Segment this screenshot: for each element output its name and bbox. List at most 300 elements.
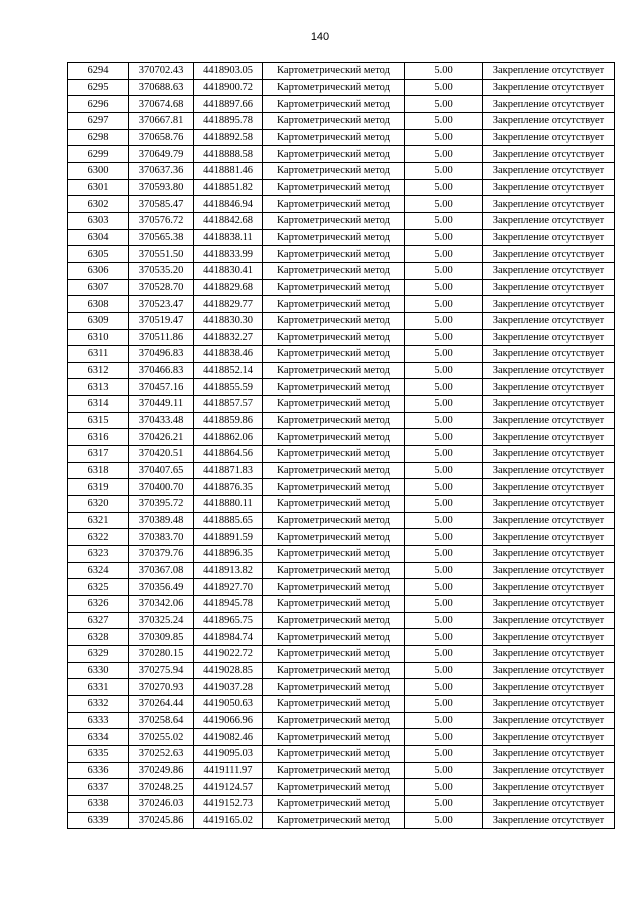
fixation-cell: Закрепление отсутствует xyxy=(483,229,615,246)
table-row xyxy=(68,212,615,229)
fixation-cell: Закрепление отсутствует xyxy=(483,695,615,712)
point-number-cell: 6339 xyxy=(68,812,129,829)
table-row xyxy=(68,412,615,429)
method-cell: Картометрический метод xyxy=(263,396,405,413)
table-row xyxy=(68,79,615,96)
x-coordinate-cell: 370433.48 xyxy=(129,412,194,429)
fixation-cell: Закрепление отсутствует xyxy=(483,745,615,762)
fixation-cell: Закрепление отсутствует xyxy=(483,429,615,446)
table-row xyxy=(68,146,615,163)
point-number-cell: 6336 xyxy=(68,762,129,779)
accuracy-cell: 5.00 xyxy=(405,546,483,563)
table-row xyxy=(68,629,615,646)
point-number-cell: 6327 xyxy=(68,612,129,629)
point-number-cell: 6306 xyxy=(68,262,129,279)
table-row xyxy=(68,662,615,679)
x-coordinate-cell: 370658.76 xyxy=(129,129,194,146)
accuracy-cell: 5.00 xyxy=(405,362,483,379)
fixation-cell: Закрепление отсутствует xyxy=(483,629,615,646)
table-row xyxy=(68,429,615,446)
table-row xyxy=(68,329,615,346)
y-coordinate-cell: 4419165.02 xyxy=(194,812,263,829)
fixation-cell: Закрепление отсутствует xyxy=(483,446,615,463)
point-number-cell: 6309 xyxy=(68,312,129,329)
method-cell: Картометрический метод xyxy=(263,362,405,379)
y-coordinate-cell: 4418881.46 xyxy=(194,162,263,179)
point-number-cell: 6315 xyxy=(68,412,129,429)
table-row xyxy=(68,529,615,546)
method-cell: Картометрический метод xyxy=(263,579,405,596)
accuracy-cell: 5.00 xyxy=(405,662,483,679)
table-row xyxy=(68,712,615,729)
x-coordinate-cell: 370379.76 xyxy=(129,546,194,563)
x-coordinate-cell: 370674.68 xyxy=(129,96,194,113)
table-row xyxy=(68,745,615,762)
table-row xyxy=(68,179,615,196)
fixation-cell: Закрепление отсутствует xyxy=(483,63,615,80)
accuracy-cell: 5.00 xyxy=(405,79,483,96)
x-coordinate-cell: 370389.48 xyxy=(129,512,194,529)
x-coordinate-cell: 370511.86 xyxy=(129,329,194,346)
y-coordinate-cell: 4418891.59 xyxy=(194,529,263,546)
method-cell: Картометрический метод xyxy=(263,529,405,546)
method-cell: Картометрический метод xyxy=(263,596,405,613)
method-cell: Картометрический метод xyxy=(263,479,405,496)
y-coordinate-cell: 4419082.46 xyxy=(194,729,263,746)
accuracy-cell: 5.00 xyxy=(405,246,483,263)
table-row xyxy=(68,812,615,829)
y-coordinate-cell: 4419050.63 xyxy=(194,695,263,712)
point-number-cell: 6299 xyxy=(68,146,129,163)
x-coordinate-cell: 370407.65 xyxy=(129,462,194,479)
table-row xyxy=(68,729,615,746)
y-coordinate-cell: 4418833.99 xyxy=(194,246,263,263)
x-coordinate-cell: 370400.70 xyxy=(129,479,194,496)
accuracy-cell: 5.00 xyxy=(405,146,483,163)
method-cell: Картометрический метод xyxy=(263,729,405,746)
fixation-cell: Закрепление отсутствует xyxy=(483,596,615,613)
method-cell: Картометрический метод xyxy=(263,795,405,812)
method-cell: Картометрический метод xyxy=(263,296,405,313)
table-row xyxy=(68,279,615,296)
x-coordinate-cell: 370275.94 xyxy=(129,662,194,679)
x-coordinate-cell: 370702.43 xyxy=(129,63,194,80)
method-cell: Картометрический метод xyxy=(263,546,405,563)
x-coordinate-cell: 370523.47 xyxy=(129,296,194,313)
method-cell: Картометрический метод xyxy=(263,229,405,246)
point-number-cell: 6300 xyxy=(68,162,129,179)
accuracy-cell: 5.00 xyxy=(405,645,483,662)
point-number-cell: 6311 xyxy=(68,346,129,363)
point-number-cell: 6297 xyxy=(68,112,129,129)
fixation-cell: Закрепление отсутствует xyxy=(483,795,615,812)
method-cell: Картометрический метод xyxy=(263,79,405,96)
x-coordinate-cell: 370249.86 xyxy=(129,762,194,779)
fixation-cell: Закрепление отсутствует xyxy=(483,79,615,96)
table-row xyxy=(68,562,615,579)
point-number-cell: 6335 xyxy=(68,745,129,762)
method-cell: Картометрический метод xyxy=(263,679,405,696)
method-cell: Картометрический метод xyxy=(263,346,405,363)
method-cell: Картометрический метод xyxy=(263,695,405,712)
y-coordinate-cell: 4418855.59 xyxy=(194,379,263,396)
x-coordinate-cell: 370356.49 xyxy=(129,579,194,596)
x-coordinate-cell: 370420.51 xyxy=(129,446,194,463)
point-number-cell: 6308 xyxy=(68,296,129,313)
y-coordinate-cell: 4418900.72 xyxy=(194,79,263,96)
method-cell: Картометрический метод xyxy=(263,562,405,579)
method-cell: Картометрический метод xyxy=(263,212,405,229)
y-coordinate-cell: 4418838.11 xyxy=(194,229,263,246)
point-number-cell: 6296 xyxy=(68,96,129,113)
table-row xyxy=(68,462,615,479)
accuracy-cell: 5.00 xyxy=(405,745,483,762)
table-row xyxy=(68,546,615,563)
table-row xyxy=(68,96,615,113)
fixation-cell: Закрепление отсутствует xyxy=(483,729,615,746)
point-number-cell: 6334 xyxy=(68,729,129,746)
method-cell: Картометрический метод xyxy=(263,779,405,796)
point-number-cell: 6298 xyxy=(68,129,129,146)
point-number-cell: 6328 xyxy=(68,629,129,646)
y-coordinate-cell: 4418897.66 xyxy=(194,96,263,113)
accuracy-cell: 5.00 xyxy=(405,512,483,529)
accuracy-cell: 5.00 xyxy=(405,462,483,479)
accuracy-cell: 5.00 xyxy=(405,479,483,496)
y-coordinate-cell: 4419095.03 xyxy=(194,745,263,762)
fixation-cell: Закрепление отсутствует xyxy=(483,396,615,413)
point-number-cell: 6310 xyxy=(68,329,129,346)
point-number-cell: 6316 xyxy=(68,429,129,446)
y-coordinate-cell: 4418830.30 xyxy=(194,312,263,329)
accuracy-cell: 5.00 xyxy=(405,762,483,779)
accuracy-cell: 5.00 xyxy=(405,112,483,129)
x-coordinate-cell: 370688.63 xyxy=(129,79,194,96)
y-coordinate-cell: 4418903.05 xyxy=(194,63,263,80)
method-cell: Картометрический метод xyxy=(263,462,405,479)
fixation-cell: Закрепление отсутствует xyxy=(483,96,615,113)
fixation-cell: Закрепление отсутствует xyxy=(483,146,615,163)
y-coordinate-cell: 4418852.14 xyxy=(194,362,263,379)
method-cell: Картометрический метод xyxy=(263,512,405,529)
y-coordinate-cell: 4419124.57 xyxy=(194,779,263,796)
accuracy-cell: 5.00 xyxy=(405,679,483,696)
method-cell: Картометрический метод xyxy=(263,812,405,829)
table-row xyxy=(68,129,615,146)
point-number-cell: 6303 xyxy=(68,212,129,229)
table-row xyxy=(68,446,615,463)
point-number-cell: 6324 xyxy=(68,562,129,579)
accuracy-cell: 5.00 xyxy=(405,446,483,463)
y-coordinate-cell: 4418857.57 xyxy=(194,396,263,413)
fixation-cell: Закрепление отсутствует xyxy=(483,312,615,329)
y-coordinate-cell: 4419022.72 xyxy=(194,645,263,662)
method-cell: Картометрический метод xyxy=(263,246,405,263)
fixation-cell: Закрепление отсутствует xyxy=(483,762,615,779)
y-coordinate-cell: 4418913.82 xyxy=(194,562,263,579)
method-cell: Картометрический метод xyxy=(263,179,405,196)
accuracy-cell: 5.00 xyxy=(405,795,483,812)
table-row xyxy=(68,679,615,696)
y-coordinate-cell: 4419037.28 xyxy=(194,679,263,696)
x-coordinate-cell: 370342.06 xyxy=(129,596,194,613)
x-coordinate-cell: 370252.63 xyxy=(129,745,194,762)
fixation-cell: Закрепление отсутствует xyxy=(483,812,615,829)
fixation-cell: Закрепление отсутствует xyxy=(483,562,615,579)
x-coordinate-cell: 370255.02 xyxy=(129,729,194,746)
table-row xyxy=(68,229,615,246)
fixation-cell: Закрепление отсутствует xyxy=(483,779,615,796)
point-number-cell: 6329 xyxy=(68,645,129,662)
accuracy-cell: 5.00 xyxy=(405,812,483,829)
accuracy-cell: 5.00 xyxy=(405,162,483,179)
y-coordinate-cell: 4418851.82 xyxy=(194,179,263,196)
x-coordinate-cell: 370246.03 xyxy=(129,795,194,812)
table-row xyxy=(68,379,615,396)
y-coordinate-cell: 4418965.75 xyxy=(194,612,263,629)
method-cell: Картометрический метод xyxy=(263,96,405,113)
method-cell: Картометрический метод xyxy=(263,745,405,762)
method-cell: Картометрический метод xyxy=(263,379,405,396)
accuracy-cell: 5.00 xyxy=(405,529,483,546)
x-coordinate-cell: 370519.47 xyxy=(129,312,194,329)
accuracy-cell: 5.00 xyxy=(405,429,483,446)
method-cell: Картометрический метод xyxy=(263,146,405,163)
fixation-cell: Закрепление отсутствует xyxy=(483,612,615,629)
x-coordinate-cell: 370383.70 xyxy=(129,529,194,546)
coordinates-table xyxy=(67,62,615,829)
fixation-cell: Закрепление отсутствует xyxy=(483,212,615,229)
table-row xyxy=(68,795,615,812)
accuracy-cell: 5.00 xyxy=(405,695,483,712)
point-number-cell: 6295 xyxy=(68,79,129,96)
accuracy-cell: 5.00 xyxy=(405,562,483,579)
table-row xyxy=(68,779,615,796)
x-coordinate-cell: 370565.38 xyxy=(129,229,194,246)
point-number-cell: 6325 xyxy=(68,579,129,596)
method-cell: Картометрический метод xyxy=(263,712,405,729)
method-cell: Картометрический метод xyxy=(263,162,405,179)
method-cell: Картометрический метод xyxy=(263,446,405,463)
accuracy-cell: 5.00 xyxy=(405,312,483,329)
table-row xyxy=(68,112,615,129)
fixation-cell: Закрепление отсутствует xyxy=(483,362,615,379)
method-cell: Картометрический метод xyxy=(263,496,405,513)
accuracy-cell: 5.00 xyxy=(405,179,483,196)
y-coordinate-cell: 4418829.77 xyxy=(194,296,263,313)
point-number-cell: 6302 xyxy=(68,196,129,213)
accuracy-cell: 5.00 xyxy=(405,596,483,613)
method-cell: Картометрический метод xyxy=(263,629,405,646)
accuracy-cell: 5.00 xyxy=(405,296,483,313)
y-coordinate-cell: 4418885.65 xyxy=(194,512,263,529)
table-row xyxy=(68,162,615,179)
fixation-cell: Закрепление отсутствует xyxy=(483,262,615,279)
point-number-cell: 6333 xyxy=(68,712,129,729)
y-coordinate-cell: 4418838.46 xyxy=(194,346,263,363)
y-coordinate-cell: 4418927.70 xyxy=(194,579,263,596)
fixation-cell: Закрепление отсутствует xyxy=(483,112,615,129)
x-coordinate-cell: 370325.24 xyxy=(129,612,194,629)
fixation-cell: Закрепление отсутствует xyxy=(483,246,615,263)
x-coordinate-cell: 370449.11 xyxy=(129,396,194,413)
x-coordinate-cell: 370367.08 xyxy=(129,562,194,579)
point-number-cell: 6312 xyxy=(68,362,129,379)
table-row xyxy=(68,396,615,413)
y-coordinate-cell: 4419066.96 xyxy=(194,712,263,729)
method-cell: Картометрический метод xyxy=(263,196,405,213)
fixation-cell: Закрепление отсутствует xyxy=(483,529,615,546)
table-row xyxy=(68,479,615,496)
method-cell: Картометрический метод xyxy=(263,762,405,779)
method-cell: Картометрический метод xyxy=(263,129,405,146)
y-coordinate-cell: 4418871.83 xyxy=(194,462,263,479)
table-row xyxy=(68,496,615,513)
x-coordinate-cell: 370258.64 xyxy=(129,712,194,729)
table-row xyxy=(68,362,615,379)
y-coordinate-cell: 4418829.68 xyxy=(194,279,263,296)
table-row xyxy=(68,296,615,313)
accuracy-cell: 5.00 xyxy=(405,96,483,113)
accuracy-cell: 5.00 xyxy=(405,212,483,229)
point-number-cell: 6313 xyxy=(68,379,129,396)
point-number-cell: 6305 xyxy=(68,246,129,263)
fixation-cell: Закрепление отсутствует xyxy=(483,512,615,529)
accuracy-cell: 5.00 xyxy=(405,262,483,279)
fixation-cell: Закрепление отсутствует xyxy=(483,712,615,729)
x-coordinate-cell: 370248.25 xyxy=(129,779,194,796)
accuracy-cell: 5.00 xyxy=(405,396,483,413)
accuracy-cell: 5.00 xyxy=(405,612,483,629)
y-coordinate-cell: 4418945.78 xyxy=(194,596,263,613)
fixation-cell: Закрепление отсутствует xyxy=(483,346,615,363)
point-number-cell: 6320 xyxy=(68,496,129,513)
fixation-cell: Закрепление отсутствует xyxy=(483,279,615,296)
coordinates-table-body xyxy=(68,63,615,829)
method-cell: Картометрический метод xyxy=(263,645,405,662)
fixation-cell: Закрепление отсутствует xyxy=(483,379,615,396)
accuracy-cell: 5.00 xyxy=(405,579,483,596)
point-number-cell: 6331 xyxy=(68,679,129,696)
x-coordinate-cell: 370457.16 xyxy=(129,379,194,396)
table-row xyxy=(68,196,615,213)
y-coordinate-cell: 4418892.58 xyxy=(194,129,263,146)
fixation-cell: Закрепление отсутствует xyxy=(483,196,615,213)
point-number-cell: 6294 xyxy=(68,63,129,80)
accuracy-cell: 5.00 xyxy=(405,712,483,729)
accuracy-cell: 5.00 xyxy=(405,329,483,346)
method-cell: Картометрический метод xyxy=(263,662,405,679)
y-coordinate-cell: 4418895.78 xyxy=(194,112,263,129)
fixation-cell: Закрепление отсутствует xyxy=(483,579,615,596)
fixation-cell: Закрепление отсутствует xyxy=(483,162,615,179)
fixation-cell: Закрепление отсутствует xyxy=(483,462,615,479)
fixation-cell: Закрепление отсутствует xyxy=(483,645,615,662)
fixation-cell: Закрепление отсутствует xyxy=(483,129,615,146)
y-coordinate-cell: 4419111.97 xyxy=(194,762,263,779)
x-coordinate-cell: 370496.83 xyxy=(129,346,194,363)
x-coordinate-cell: 370585.47 xyxy=(129,196,194,213)
method-cell: Картометрический метод xyxy=(263,112,405,129)
table-row xyxy=(68,312,615,329)
point-number-cell: 6304 xyxy=(68,229,129,246)
accuracy-cell: 5.00 xyxy=(405,412,483,429)
point-number-cell: 6314 xyxy=(68,396,129,413)
x-coordinate-cell: 370245.86 xyxy=(129,812,194,829)
table-row xyxy=(68,246,615,263)
y-coordinate-cell: 4418859.86 xyxy=(194,412,263,429)
y-coordinate-cell: 4418864.56 xyxy=(194,446,263,463)
y-coordinate-cell: 4418846.94 xyxy=(194,196,263,213)
method-cell: Картометрический метод xyxy=(263,612,405,629)
accuracy-cell: 5.00 xyxy=(405,346,483,363)
fixation-cell: Закрепление отсутствует xyxy=(483,546,615,563)
x-coordinate-cell: 370426.21 xyxy=(129,429,194,446)
y-coordinate-cell: 4418896.35 xyxy=(194,546,263,563)
point-number-cell: 6307 xyxy=(68,279,129,296)
table-row xyxy=(68,762,615,779)
point-number-cell: 6322 xyxy=(68,529,129,546)
x-coordinate-cell: 370264.44 xyxy=(129,695,194,712)
fixation-cell: Закрепление отсутствует xyxy=(483,662,615,679)
table-row xyxy=(68,645,615,662)
method-cell: Картометрический метод xyxy=(263,412,405,429)
y-coordinate-cell: 4419152.73 xyxy=(194,795,263,812)
point-number-cell: 6301 xyxy=(68,179,129,196)
y-coordinate-cell: 4418880.11 xyxy=(194,496,263,513)
table-row xyxy=(68,596,615,613)
accuracy-cell: 5.00 xyxy=(405,196,483,213)
x-coordinate-cell: 370395.72 xyxy=(129,496,194,513)
y-coordinate-cell: 4418984.74 xyxy=(194,629,263,646)
method-cell: Картометрический метод xyxy=(263,262,405,279)
y-coordinate-cell: 4419028.85 xyxy=(194,662,263,679)
point-number-cell: 6332 xyxy=(68,695,129,712)
accuracy-cell: 5.00 xyxy=(405,496,483,513)
x-coordinate-cell: 370309.85 xyxy=(129,629,194,646)
x-coordinate-cell: 370270.93 xyxy=(129,679,194,696)
accuracy-cell: 5.00 xyxy=(405,129,483,146)
x-coordinate-cell: 370466.83 xyxy=(129,362,194,379)
table-row xyxy=(68,63,615,80)
accuracy-cell: 5.00 xyxy=(405,229,483,246)
point-number-cell: 6337 xyxy=(68,779,129,796)
fixation-cell: Закрепление отсутствует xyxy=(483,179,615,196)
fixation-cell: Закрепление отсутствует xyxy=(483,296,615,313)
table-row xyxy=(68,512,615,529)
table-row xyxy=(68,612,615,629)
fixation-cell: Закрепление отсутствует xyxy=(483,479,615,496)
fixation-cell: Закрепление отсутствует xyxy=(483,329,615,346)
method-cell: Картометрический метод xyxy=(263,63,405,80)
fixation-cell: Закрепление отсутствует xyxy=(483,496,615,513)
y-coordinate-cell: 4418862.06 xyxy=(194,429,263,446)
method-cell: Картометрический метод xyxy=(263,329,405,346)
x-coordinate-cell: 370667.81 xyxy=(129,112,194,129)
accuracy-cell: 5.00 xyxy=(405,779,483,796)
method-cell: Картометрический метод xyxy=(263,312,405,329)
x-coordinate-cell: 370551.50 xyxy=(129,246,194,263)
x-coordinate-cell: 370637.36 xyxy=(129,162,194,179)
y-coordinate-cell: 4418842.68 xyxy=(194,212,263,229)
x-coordinate-cell: 370535.20 xyxy=(129,262,194,279)
fixation-cell: Закрепление отсутствует xyxy=(483,679,615,696)
y-coordinate-cell: 4418888.58 xyxy=(194,146,263,163)
point-number-cell: 6319 xyxy=(68,479,129,496)
accuracy-cell: 5.00 xyxy=(405,629,483,646)
x-coordinate-cell: 370593.80 xyxy=(129,179,194,196)
point-number-cell: 6321 xyxy=(68,512,129,529)
